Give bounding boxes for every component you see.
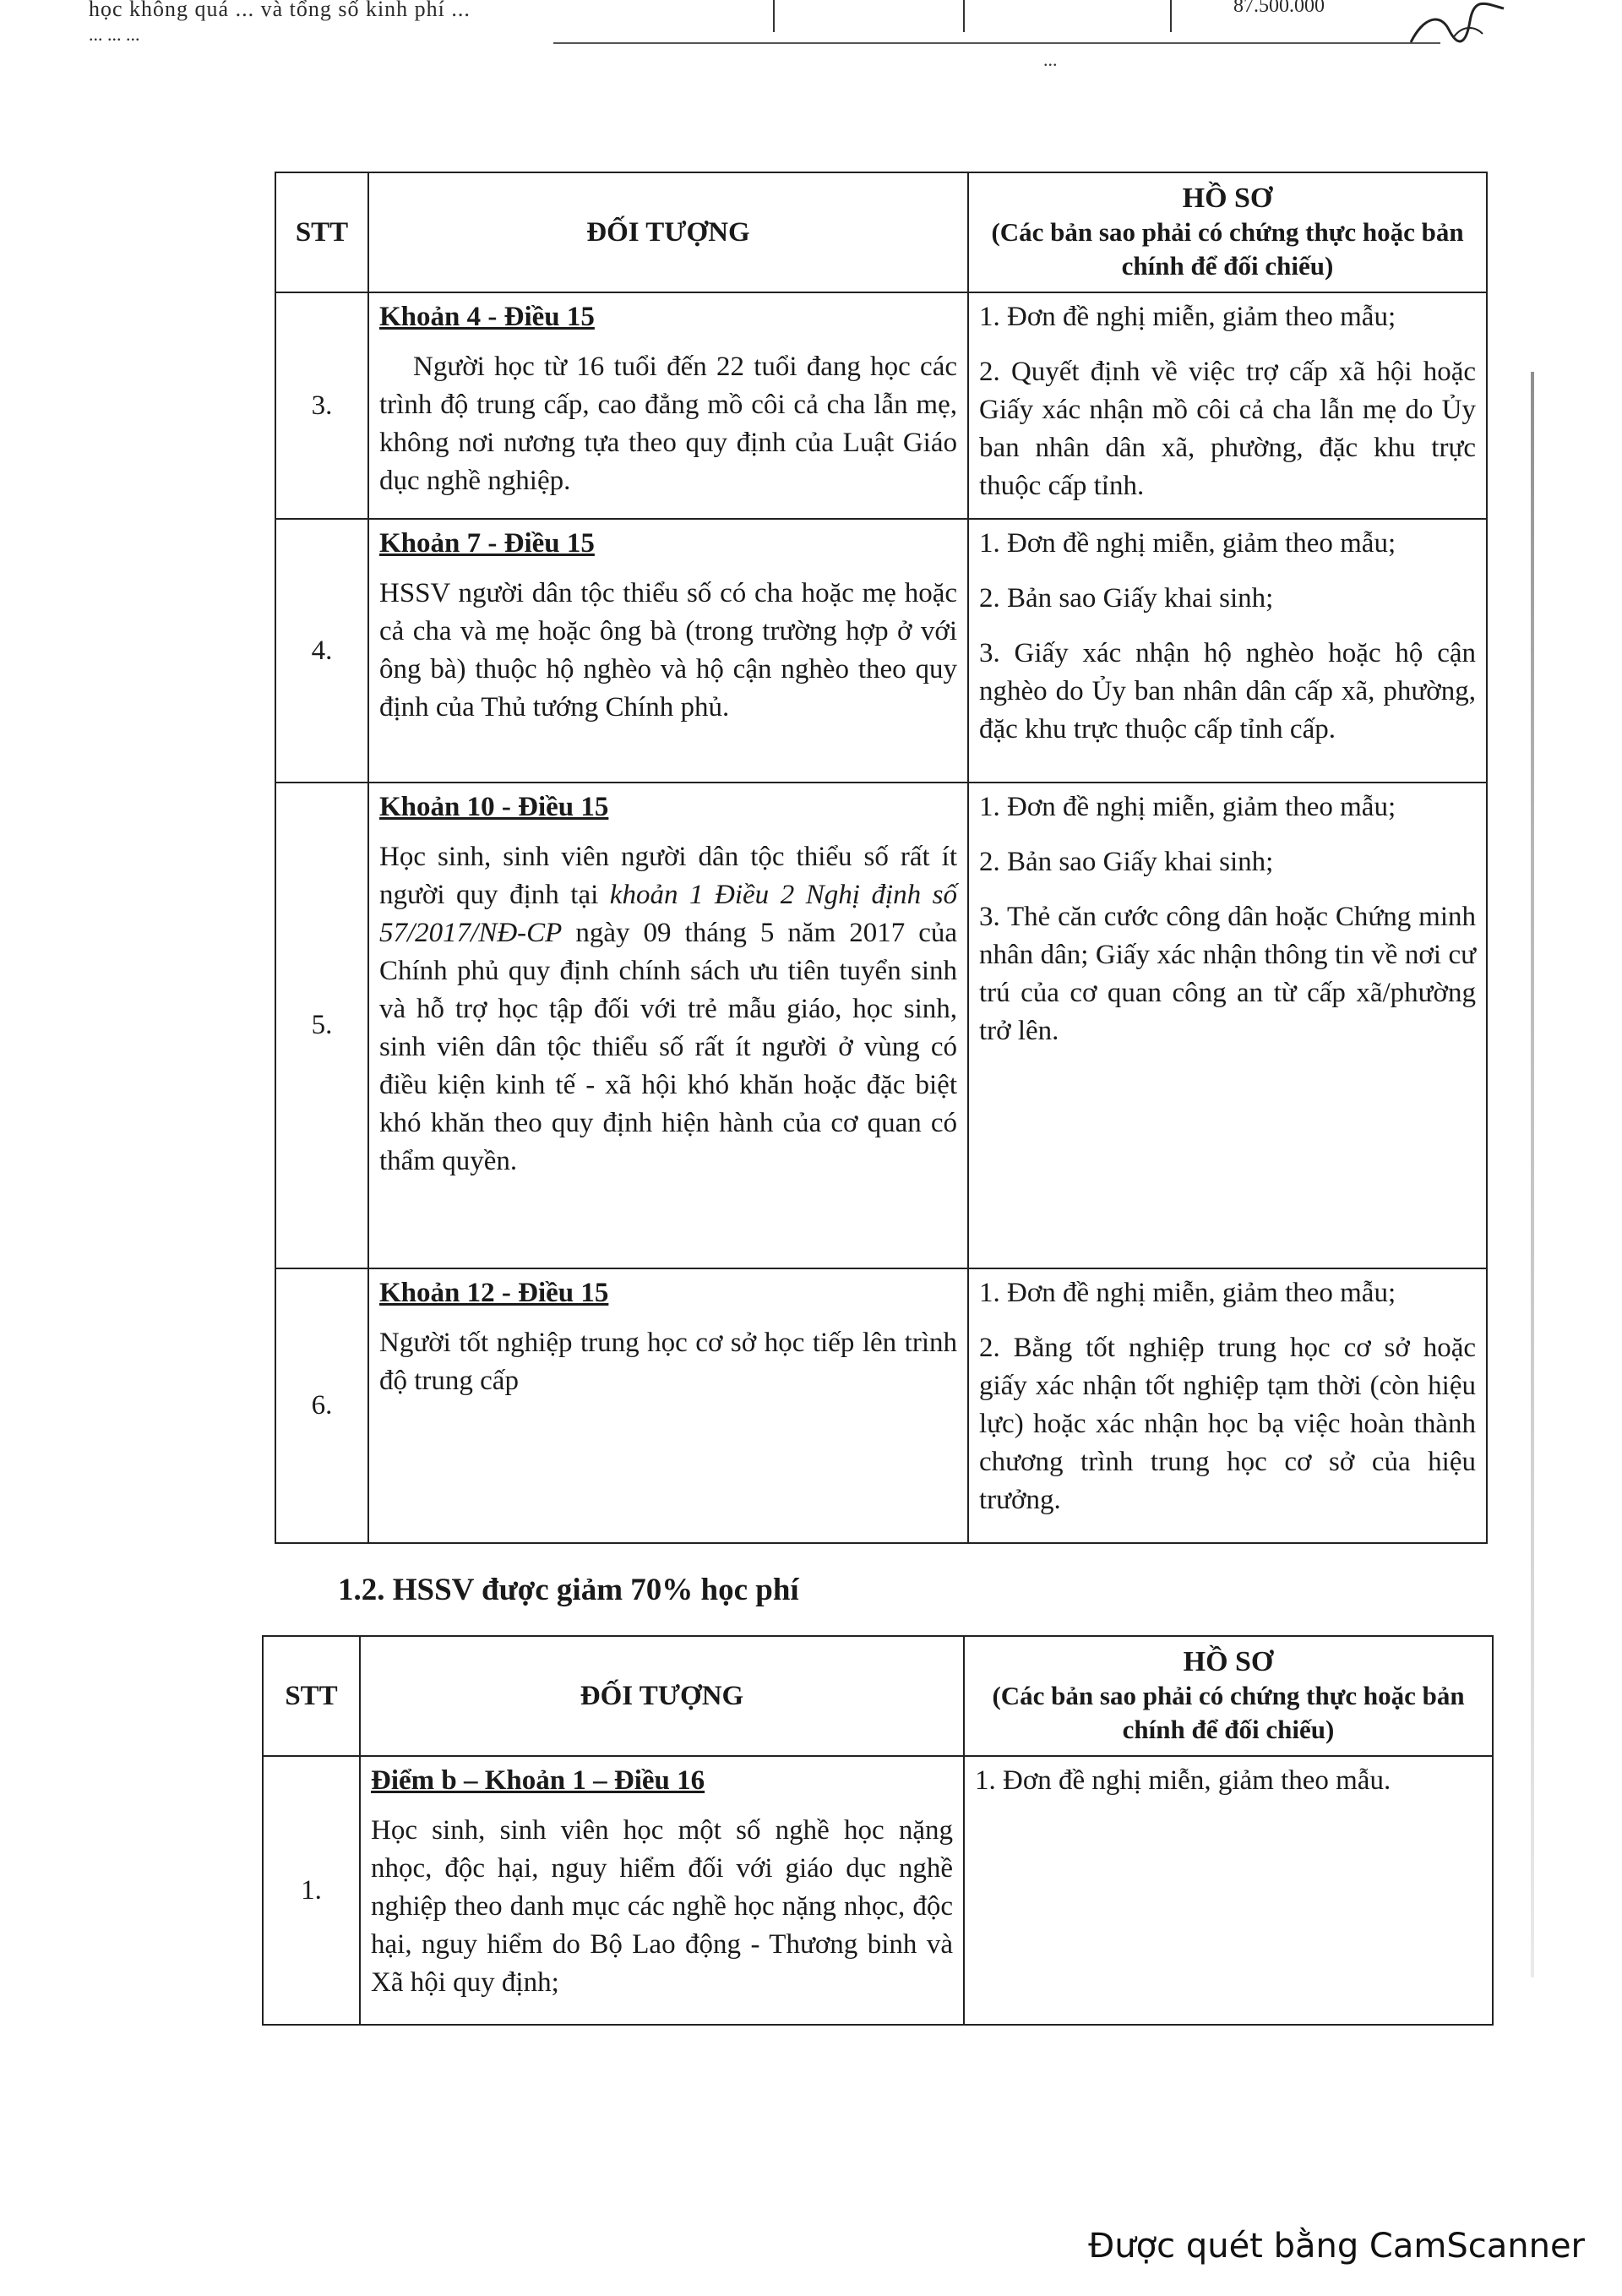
row-clause: Khoản 12 - Điều 15 xyxy=(379,1278,609,1308)
header-doi-tuong: ĐỐI TƯỢNG xyxy=(368,172,968,292)
row-doi-tuong xyxy=(368,783,968,1268)
fragment-text-line1: học không quá ... và tổng số kinh phí ... xyxy=(89,0,471,21)
header-ho-so-title: HỒ SƠ xyxy=(1183,1646,1274,1677)
row-description: HSSV người dân tộc thiểu số có cha hoặc mẹ hoặc cả cha và mẹ hoặc ông bà (trong trường hợp ở với ông bà) thuộc hộ nghèo và hộ cận nghèo theo quy định của Thủ tướng Chính phủ. xyxy=(379,578,957,723)
section-heading-1-2: 1.2. HSSV được giảm 70% học phí xyxy=(338,1573,799,1607)
row-stt: 5. xyxy=(275,783,368,1268)
row-description xyxy=(379,838,957,1181)
document-item: 2. Bản sao Giấy khai sinh; xyxy=(979,847,1274,877)
description-text: ngày 09 tháng 5 năm 2017 của Chính phủ quy định chính sách ưu tiên tuyển sinh và hỗ trợ học tập đối với trẻ mẫu giáo, học sinh, sinh viên dân tộc thiểu số rất ít người ở vùng có điều kiện kinh tế - xã hội khó khăn hoặc đặc biệt khó khăn theo quy định hiện hành của cơ quan có thẩm quyền. xyxy=(379,918,957,1176)
row-ho-so xyxy=(968,1268,1487,1543)
row-doi-tuong xyxy=(368,1268,968,1543)
row-clause: Khoản 7 - Điều 15 xyxy=(379,528,595,559)
row-ho-so xyxy=(968,519,1487,783)
header-stt: STT xyxy=(275,172,368,292)
fragment-amount: 87.500.000 xyxy=(1233,0,1325,17)
table-row xyxy=(275,292,1487,519)
row-clause: Khoản 10 - Điều 15 xyxy=(379,792,609,822)
header-ho-so-title: HỒ SƠ xyxy=(1182,183,1273,214)
document-item: 3. Giấy xác nhận hộ nghèo hoặc hộ cận nghèo do Ủy ban nhân dân cấp xã, phường, đặc khu trực thuộc cấp tỉnh cấp. xyxy=(979,638,1476,744)
document-item: 1. Đơn đề nghị miễn, giảm theo mẫu; xyxy=(979,1278,1396,1308)
row-doi-tuong xyxy=(368,519,968,783)
row-clause: Điểm b – Khoản 1 – Điều 16 xyxy=(371,1765,705,1796)
row-clause: Khoản 4 - Điều 15 xyxy=(379,302,595,332)
table-row xyxy=(275,519,1487,783)
header-ho-so-note: (Các bản sao phải có chứng thực hoặc bản chính để đối chiếu) xyxy=(991,217,1464,281)
signature-scribble-icon xyxy=(1402,0,1512,51)
row-ho-so xyxy=(964,1756,1493,2025)
fragment-dots: ... xyxy=(1043,49,1058,70)
row-ho-so xyxy=(968,292,1487,519)
document-item: 1. Đơn đề nghị miễn, giảm theo mẫu. xyxy=(975,1765,1391,1796)
row-stt: 6. xyxy=(275,1268,368,1543)
row-ho-so xyxy=(968,783,1487,1268)
header-ho-so-note: (Các bản sao phải có chứng thực hoặc bản chính để đối chiếu) xyxy=(992,1681,1465,1744)
table-header-row xyxy=(275,172,1487,292)
document-item: 2. Bằng tốt nghiệp trung học cơ sở hoặc giấy xác nhận tốt nghiệp tạm thời (còn hiệu lực) hoặc xác nhận học bạ việc hoàn thành chương trình trung học cơ sở của hiệu trưởng. xyxy=(979,1333,1476,1515)
table-header-row xyxy=(263,1636,1493,1756)
scan-edge-shadow xyxy=(1531,372,1534,1977)
camscanner-watermark: Được quét bằng CamScanner xyxy=(1088,2227,1585,2266)
fragment-divider xyxy=(1170,0,1172,32)
description-text: Học sinh, sinh viên người dân tộc thiểu số rất ít người quy định tại xyxy=(379,842,957,910)
row-doi-tuong xyxy=(368,292,968,519)
header-doi-tuong: ĐỐI TƯỢNG xyxy=(360,1636,964,1756)
table-row xyxy=(275,1268,1487,1543)
exemption-table-1 xyxy=(275,172,1488,1544)
description-legal-reference: khoản 1 Điều 2 Nghị định số 57/2017/NĐ-CP xyxy=(379,880,957,948)
document-item: 3. Thẻ căn cước công dân hoặc Chứng minh nhân dân; Giấy xác nhận thông tin về nơi cư trú của cơ quan công an từ cấp xã/phường trở lên. xyxy=(979,902,1476,1046)
document-item: 2. Quyết định về việc trợ cấp xã hội hoặc Giấy xác nhận mồ côi cả cha lẫn mẹ do Ủy ban nhân dân xã, phường, đặc khu trực thuộc cấp tỉnh. xyxy=(979,357,1476,501)
fragment-divider xyxy=(773,0,775,32)
row-stt: 1. xyxy=(263,1756,360,2025)
header-stt: STT xyxy=(263,1636,360,1756)
document-item: 2. Bản sao Giấy khai sinh; xyxy=(979,583,1274,614)
exemption-table-2 xyxy=(262,1635,1494,2026)
row-description: Người tốt nghiệp trung học cơ sở học tiếp lên trình độ trung cấp xyxy=(379,1328,957,1396)
table-row xyxy=(263,1756,1493,2025)
row-stt: 3. xyxy=(275,292,368,519)
row-stt: 4. xyxy=(275,519,368,783)
previous-page-fragment xyxy=(80,0,1516,68)
fragment-text-line2: ... ... ... xyxy=(89,24,140,45)
document-item: 1. Đơn đề nghị miễn, giảm theo mẫu; xyxy=(979,302,1396,332)
row-description: Học sinh, sinh viên học một số nghề học nặng nhọc, độc hại, nguy hiểm đối với giáo dục nghề nghiệp theo danh mục các nghề học nặng nhọc, độc hại, nguy hiểm do Bộ Lao động - Thương binh và Xã hội quy định; xyxy=(371,1815,953,1998)
fragment-divider xyxy=(963,0,965,32)
header-ho-so xyxy=(964,1636,1493,1756)
row-doi-tuong xyxy=(360,1756,964,2025)
header-ho-so xyxy=(968,172,1487,292)
fragment-rule xyxy=(553,42,1440,44)
table-row xyxy=(275,783,1487,1268)
row-description: Người học từ 16 tuổi đến 22 tuổi đang học các trình độ trung cấp, cao đẳng mồ côi cả cha lẫn mẹ, không nơi nương tựa theo quy định của Luật Giáo dục nghề nghiệp. xyxy=(379,352,957,496)
document-item: 1. Đơn đề nghị miễn, giảm theo mẫu; xyxy=(979,792,1396,822)
document-item: 1. Đơn đề nghị miễn, giảm theo mẫu; xyxy=(979,528,1396,559)
